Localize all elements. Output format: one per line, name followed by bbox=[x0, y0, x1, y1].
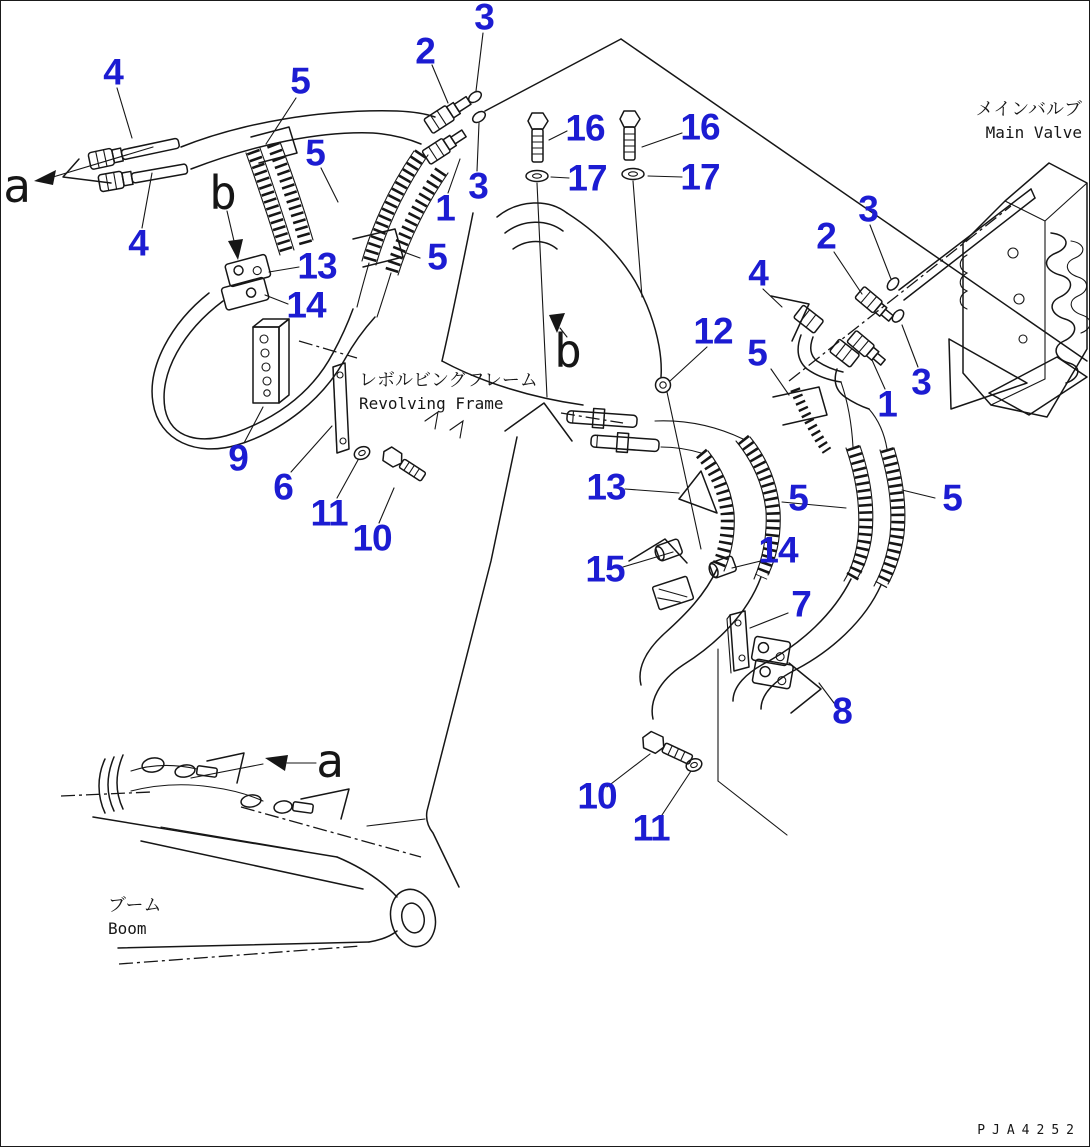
diagram-line-art bbox=[1, 1, 1089, 1146]
hose-assembly-left bbox=[34, 89, 487, 484]
callout-number-2: 2 bbox=[415, 30, 435, 72]
callout-number-3: 3 bbox=[468, 165, 488, 207]
clip-block-9 bbox=[253, 319, 289, 403]
callout-number-3: 3 bbox=[858, 188, 878, 230]
callout-number-6: 6 bbox=[273, 466, 293, 508]
view-letter-a: a bbox=[3, 159, 31, 213]
hose-assembly-right bbox=[771, 189, 1035, 586]
bolt-16-left bbox=[528, 113, 548, 162]
main-valve-drawing bbox=[949, 163, 1089, 417]
callout-number-5: 5 bbox=[942, 477, 962, 519]
washer-17-left bbox=[526, 171, 548, 398]
callout-number-5: 5 bbox=[747, 332, 767, 374]
frame-roof-lines bbox=[485, 39, 1087, 361]
plate-6 bbox=[333, 363, 349, 453]
view-letter-a: a bbox=[316, 734, 344, 788]
plate-7 bbox=[727, 611, 749, 673]
callout-number-5: 5 bbox=[290, 60, 310, 102]
main-valve-caption bbox=[976, 98, 1082, 144]
callout-number-17: 17 bbox=[680, 156, 720, 198]
callout-number-4: 4 bbox=[128, 222, 148, 264]
callout-number-14: 14 bbox=[286, 284, 326, 326]
revolving-frame-caption-en: Revolving Frame bbox=[359, 394, 504, 414]
revolving-frame-caption bbox=[359, 369, 538, 415]
callout-number-14: 14 bbox=[758, 529, 798, 571]
boom-caption bbox=[108, 894, 161, 940]
callout-number-4: 4 bbox=[103, 51, 123, 93]
callout-number-11: 11 bbox=[310, 492, 348, 534]
callout-number-10: 10 bbox=[352, 517, 392, 559]
view-letter-b: b bbox=[554, 324, 582, 378]
callout-number-13: 13 bbox=[586, 466, 626, 508]
part-code: PJA4252 bbox=[977, 1123, 1081, 1138]
callout-number-13: 13 bbox=[297, 245, 337, 287]
bolt-16-right bbox=[620, 111, 640, 160]
boom-caption-jp: ブーム bbox=[108, 895, 162, 916]
callout-number-3: 3 bbox=[474, 0, 494, 38]
callout-number-5: 5 bbox=[305, 132, 325, 174]
main-valve-caption-en: Main Valve bbox=[985, 123, 1082, 143]
callout-number-3: 3 bbox=[911, 361, 931, 403]
callout-number-8: 8 bbox=[832, 690, 852, 732]
callout-number-2: 2 bbox=[816, 215, 836, 257]
callout-number-16: 16 bbox=[565, 107, 605, 149]
view-letter-b: b bbox=[209, 166, 237, 220]
revolving-frame-caption-jp: レボルビングフレーム bbox=[359, 370, 538, 391]
callout-number-12: 12 bbox=[693, 310, 733, 352]
callout-number-9: 9 bbox=[228, 437, 248, 479]
callout-number-10: 10 bbox=[577, 775, 617, 817]
boom-caption-en: Boom bbox=[108, 919, 147, 939]
callout-number-7: 7 bbox=[791, 583, 811, 625]
leader-lines bbox=[117, 30, 935, 818]
callout-number-1: 1 bbox=[877, 383, 897, 425]
callout-number-5: 5 bbox=[427, 236, 447, 278]
callout-number-16: 16 bbox=[680, 106, 720, 148]
callout-number-5: 5 bbox=[788, 477, 808, 519]
callout-number-15: 15 bbox=[585, 548, 625, 590]
callout-number-1: 1 bbox=[435, 187, 455, 229]
main-valve-caption-jp: メインバルブ bbox=[975, 99, 1082, 120]
callout-number-11: 11 bbox=[632, 807, 670, 849]
callout-number-4: 4 bbox=[748, 252, 768, 294]
callout-number-17: 17 bbox=[567, 157, 607, 199]
